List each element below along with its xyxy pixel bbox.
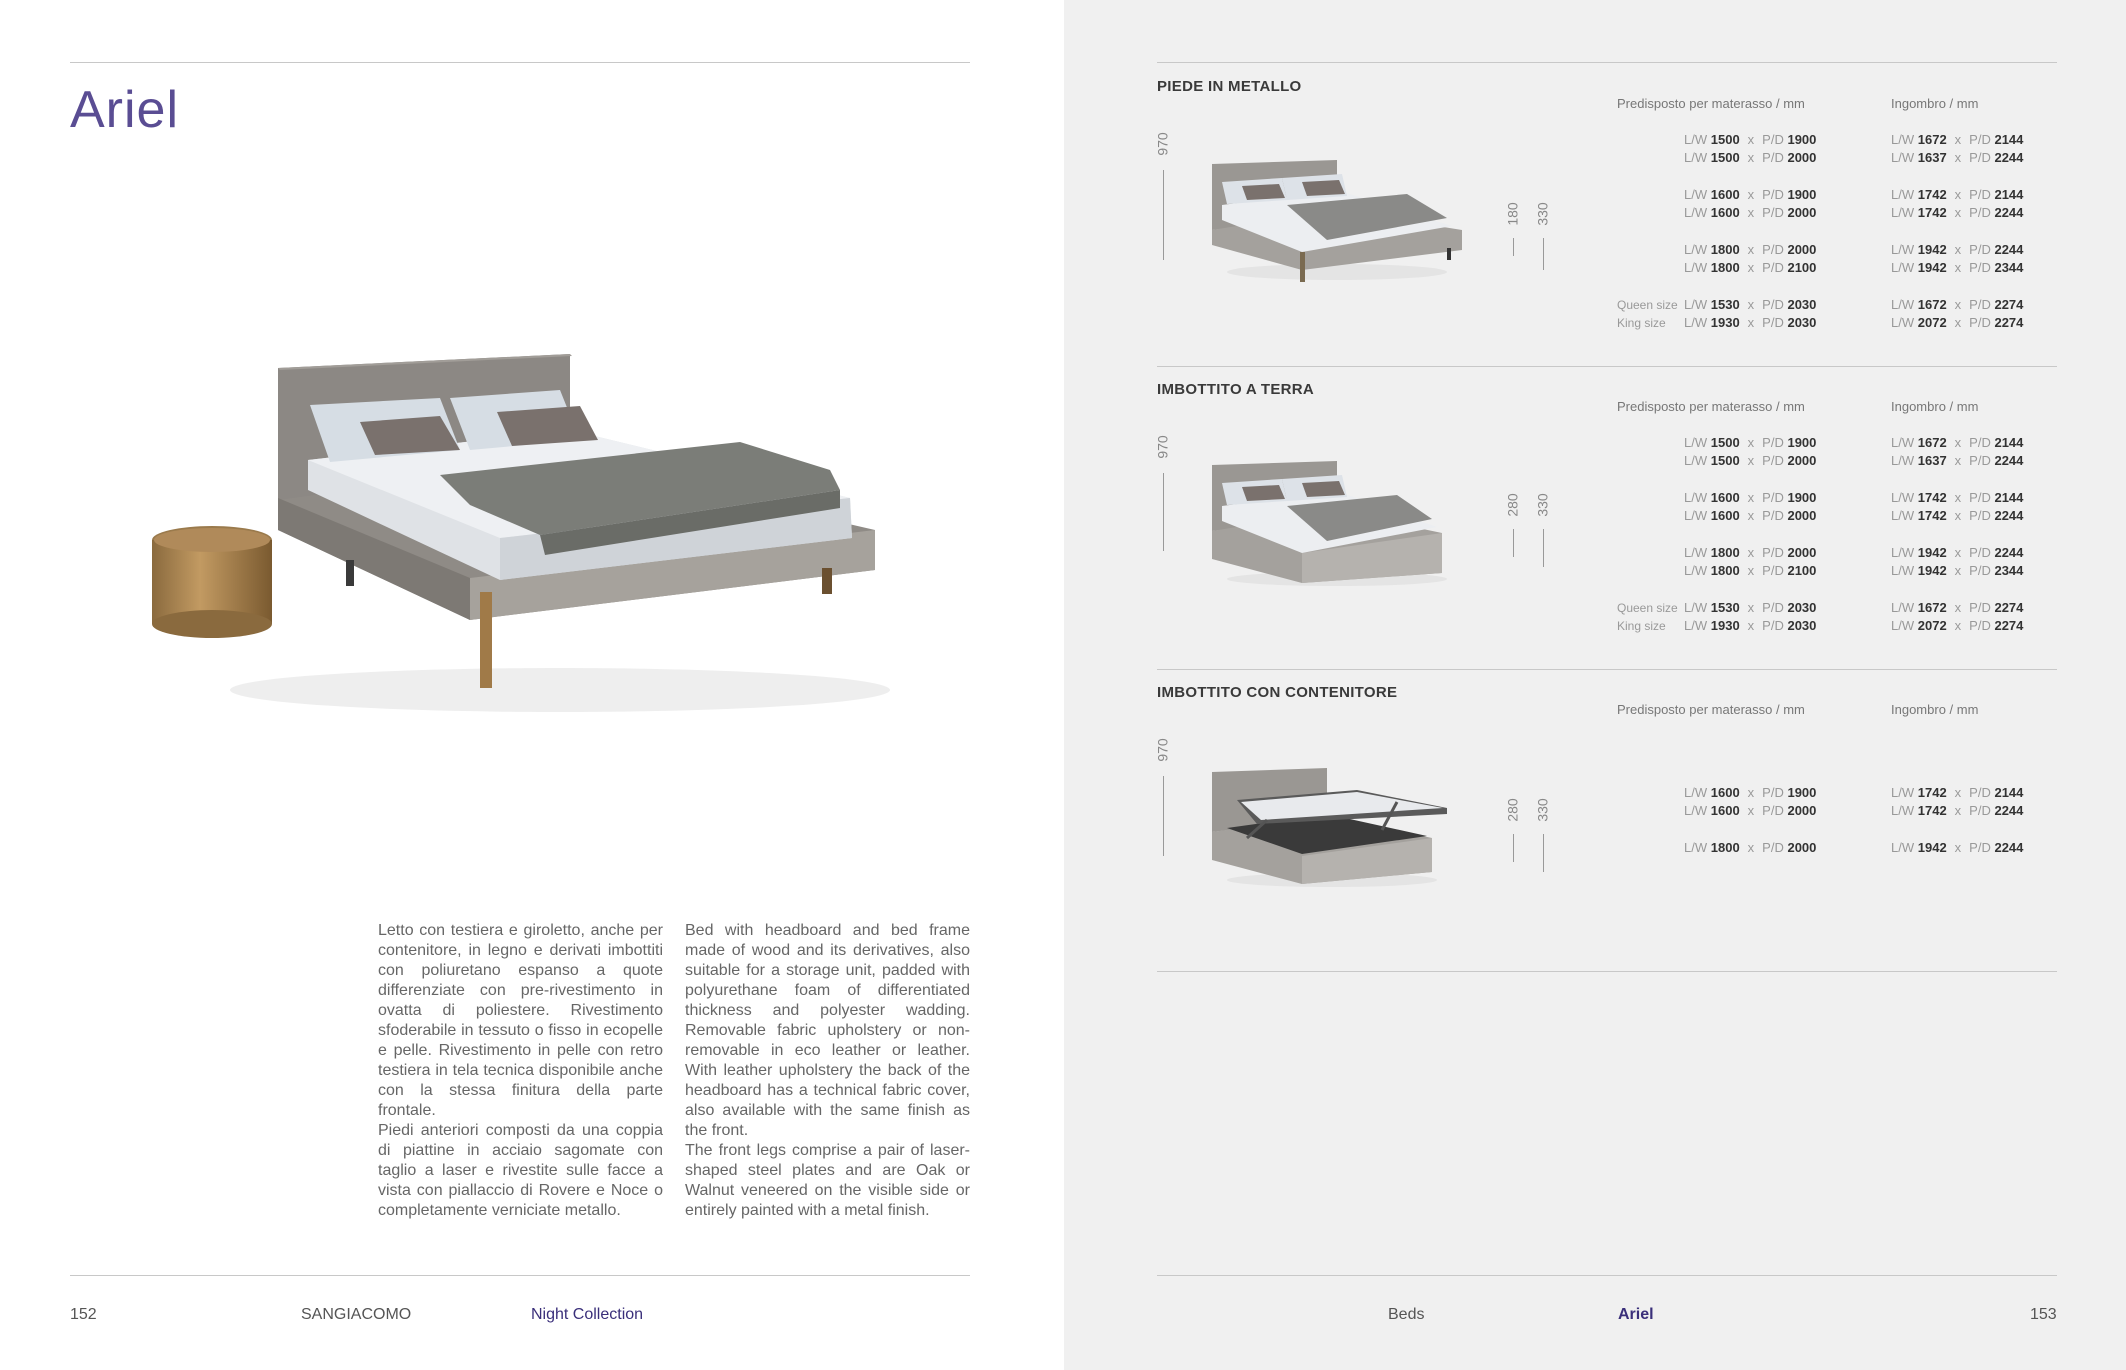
times-sign: x — [1747, 545, 1755, 560]
section-divider — [1157, 669, 2057, 670]
overall-dimensions — [1891, 242, 2023, 257]
times-sign: x — [1954, 600, 1962, 615]
width-label: L/W — [1891, 545, 1915, 560]
depth-label: P/D — [1762, 453, 1784, 468]
width-label: L/W — [1891, 187, 1915, 202]
times-sign: x — [1747, 840, 1755, 855]
bed-hero-image — [140, 330, 900, 730]
width-label: L/W — [1891, 242, 1915, 257]
height-label: 330 — [1534, 493, 1551, 517]
times-sign: x — [1954, 785, 1962, 800]
width-label: L/W — [1891, 132, 1915, 147]
depth-value: 2100 — [1787, 563, 1817, 578]
width-label: L/W — [1891, 508, 1915, 523]
column-header-size: Ingombro / mm — [1891, 96, 1979, 111]
width-label: L/W — [1891, 435, 1915, 450]
mattress-dimensions — [1684, 600, 1816, 615]
width-value: 1500 — [1710, 453, 1740, 468]
width-label: L/W — [1891, 150, 1915, 165]
width-value: 1672 — [1917, 600, 1947, 615]
depth-label: P/D — [1969, 600, 1991, 615]
width-value: 1672 — [1917, 132, 1947, 147]
times-sign: x — [1954, 187, 1962, 202]
depth-label: P/D — [1762, 132, 1784, 147]
depth-label: P/D — [1762, 785, 1784, 800]
width-value: 1942 — [1917, 545, 1947, 560]
width-value: 2072 — [1917, 315, 1947, 330]
times-sign: x — [1747, 785, 1755, 800]
width-value: 1800 — [1710, 563, 1740, 578]
bed-thumbnail-metal-legs — [1207, 160, 1467, 290]
mattress-dimensions — [1684, 297, 1816, 312]
page-number: 153 — [2030, 1306, 2057, 1323]
width-value: 1742 — [1917, 785, 1947, 800]
times-sign: x — [1747, 453, 1755, 468]
column-header-size: Ingombro / mm — [1891, 702, 1979, 717]
width-value: 1930 — [1710, 315, 1740, 330]
times-sign: x — [1747, 132, 1755, 147]
depth-label: P/D — [1969, 150, 1991, 165]
width-label: L/W — [1684, 260, 1708, 275]
overall-dimensions — [1891, 490, 2023, 505]
times-sign: x — [1954, 508, 1962, 523]
width-value: 1500 — [1710, 132, 1740, 147]
width-value: 1742 — [1917, 205, 1947, 220]
overall-dimensions — [1891, 260, 2023, 275]
width-label: L/W — [1684, 315, 1708, 330]
times-sign: x — [1747, 242, 1755, 257]
height-line — [1163, 170, 1164, 260]
description-english — [685, 921, 970, 1221]
width-value: 1672 — [1917, 297, 1947, 312]
depth-label: P/D — [1762, 150, 1784, 165]
times-sign: x — [1954, 297, 1962, 312]
brand-name: SANGIACOMO — [301, 1306, 412, 1323]
times-sign: x — [1747, 150, 1755, 165]
depth-value: 2000 — [1787, 205, 1817, 220]
height-label: 970 — [1154, 132, 1171, 156]
section-title: PIEDE IN METALLO — [1157, 78, 1302, 95]
depth-label: P/D — [1969, 260, 1991, 275]
depth-value: 2244 — [1994, 453, 2024, 468]
height-line — [1513, 529, 1514, 557]
description-paragraph: Piedi anteriori composti da una coppia di piattine in acciaio sagomate con taglio a laser e rivestite sulle facce a vista con piallaccio di Rovere e Noce o completamente verniciate metallo. — [378, 1122, 663, 1219]
height-line — [1543, 529, 1544, 567]
depth-label: P/D — [1762, 545, 1784, 560]
depth-label: P/D — [1969, 132, 1991, 147]
overall-dimensions — [1891, 205, 2023, 220]
mattress-dimensions — [1684, 150, 1816, 165]
times-sign: x — [1954, 150, 1962, 165]
height-label: 280 — [1504, 798, 1521, 822]
depth-value: 2144 — [1994, 490, 2024, 505]
depth-label: P/D — [1969, 563, 1991, 578]
width-value: 2072 — [1917, 618, 1947, 633]
description-paragraph: Letto con testiera e giroletto, anche per contenitore, in legno e derivati imbottiti con poliuretano espanso a quote differenziate con pre-rivestimento in ovatta di poliestere. Rivestimento sfoderabile in tessuto o fisso in ecopelle e pelle. Rivestimento in pelle con retro testiera in tela tecnica disponibile anche con la stessa finitura della parte frontale. — [378, 922, 663, 1119]
times-sign: x — [1747, 187, 1755, 202]
times-sign: x — [1954, 490, 1962, 505]
depth-value: 2244 — [1994, 840, 2024, 855]
overall-dimensions — [1891, 315, 2023, 330]
depth-value: 2030 — [1787, 297, 1817, 312]
overall-dimensions — [1891, 297, 2023, 312]
depth-label: P/D — [1969, 205, 1991, 220]
width-label: L/W — [1891, 840, 1915, 855]
times-sign: x — [1747, 600, 1755, 615]
top-rule — [70, 62, 970, 63]
height-line — [1163, 776, 1164, 856]
width-value: 1600 — [1710, 205, 1740, 220]
times-sign: x — [1954, 205, 1962, 220]
depth-value: 2144 — [1994, 187, 2024, 202]
section-divider — [1157, 971, 2057, 972]
width-label: L/W — [1684, 150, 1708, 165]
mattress-dimensions — [1684, 785, 1816, 800]
times-sign: x — [1747, 563, 1755, 578]
width-label: L/W — [1684, 187, 1708, 202]
width-label: L/W — [1891, 563, 1915, 578]
width-value: 1942 — [1917, 563, 1947, 578]
width-value: 1742 — [1917, 803, 1947, 818]
width-label: L/W — [1891, 785, 1915, 800]
times-sign: x — [1747, 490, 1755, 505]
width-value: 1500 — [1710, 150, 1740, 165]
width-value: 1742 — [1917, 187, 1947, 202]
depth-label: P/D — [1762, 508, 1784, 523]
width-value: 1637 — [1917, 150, 1947, 165]
times-sign: x — [1954, 242, 1962, 257]
width-label: L/W — [1684, 563, 1708, 578]
width-label: L/W — [1684, 803, 1708, 818]
width-value: 1942 — [1917, 840, 1947, 855]
width-label: L/W — [1891, 600, 1915, 615]
width-label: L/W — [1891, 453, 1915, 468]
size-label: King size — [1617, 316, 1666, 330]
size-label: Queen size — [1617, 601, 1678, 615]
depth-label: P/D — [1969, 508, 1991, 523]
depth-value: 2274 — [1994, 600, 2024, 615]
top-rule — [1157, 62, 2057, 63]
depth-label: P/D — [1762, 187, 1784, 202]
overall-dimensions — [1891, 785, 2023, 800]
depth-label: P/D — [1969, 187, 1991, 202]
depth-label: P/D — [1762, 490, 1784, 505]
description-italian — [378, 921, 663, 1221]
product-name: Ariel — [1618, 1306, 1654, 1323]
width-value: 1600 — [1710, 187, 1740, 202]
width-label: L/W — [1684, 435, 1708, 450]
times-sign: x — [1954, 435, 1962, 450]
depth-value: 2030 — [1787, 618, 1817, 633]
section-divider — [1157, 366, 2057, 367]
times-sign: x — [1747, 297, 1755, 312]
width-value: 1800 — [1710, 840, 1740, 855]
depth-label: P/D — [1762, 435, 1784, 450]
depth-value: 2144 — [1994, 785, 2024, 800]
height-line — [1163, 473, 1164, 551]
times-sign: x — [1954, 563, 1962, 578]
height-label: 280 — [1504, 493, 1521, 517]
width-value: 1942 — [1917, 260, 1947, 275]
times-sign: x — [1954, 803, 1962, 818]
width-label: L/W — [1684, 453, 1708, 468]
width-label: L/W — [1684, 545, 1708, 560]
times-sign: x — [1747, 205, 1755, 220]
depth-value: 1900 — [1787, 785, 1817, 800]
width-value: 1530 — [1710, 297, 1740, 312]
depth-value: 2144 — [1994, 435, 2024, 450]
times-sign: x — [1747, 315, 1755, 330]
overall-dimensions — [1891, 187, 2023, 202]
depth-label: P/D — [1969, 785, 1991, 800]
depth-value: 2344 — [1994, 563, 2024, 578]
overall-dimensions — [1891, 435, 2023, 450]
times-sign: x — [1954, 618, 1962, 633]
mattress-dimensions — [1684, 490, 1816, 505]
width-value: 1942 — [1917, 242, 1947, 257]
depth-value: 2274 — [1994, 618, 2024, 633]
depth-label: P/D — [1762, 563, 1784, 578]
depth-label: P/D — [1969, 453, 1991, 468]
width-label: L/W — [1891, 260, 1915, 275]
depth-value: 1900 — [1787, 490, 1817, 505]
depth-label: P/D — [1762, 242, 1784, 257]
depth-value: 2100 — [1787, 260, 1817, 275]
width-value: 1742 — [1917, 490, 1947, 505]
depth-value: 2274 — [1994, 297, 2024, 312]
description-paragraph: The front legs comprise a pair of laser-shaped steel plates and are Oak or Walnut veneered on the visible side or entirely painted with a metal finish. — [685, 1142, 970, 1219]
times-sign: x — [1954, 260, 1962, 275]
depth-value: 2244 — [1994, 150, 2024, 165]
width-value: 1530 — [1710, 600, 1740, 615]
width-value: 1800 — [1710, 545, 1740, 560]
collection-name: Night Collection — [531, 1306, 644, 1323]
height-label: 970 — [1154, 435, 1171, 459]
category-name: Beds — [1388, 1306, 1425, 1323]
width-label: L/W — [1684, 600, 1708, 615]
width-value: 1637 — [1917, 453, 1947, 468]
depth-value: 2244 — [1994, 242, 2024, 257]
mattress-dimensions — [1684, 453, 1816, 468]
depth-value: 2244 — [1994, 205, 2024, 220]
overall-dimensions — [1891, 563, 2023, 578]
depth-label: P/D — [1969, 840, 1991, 855]
times-sign: x — [1954, 545, 1962, 560]
width-value: 1800 — [1710, 242, 1740, 257]
section-upholstered-storage — [1154, 676, 2057, 976]
depth-label: P/D — [1969, 545, 1991, 560]
depth-label: P/D — [1969, 803, 1991, 818]
height-line — [1543, 834, 1544, 872]
footer-rule — [70, 1275, 970, 1276]
depth-label: P/D — [1762, 600, 1784, 615]
times-sign: x — [1747, 803, 1755, 818]
column-header-mattress: Predisposto per materasso / mm — [1617, 702, 1805, 717]
times-sign: x — [1954, 132, 1962, 147]
mattress-dimensions — [1684, 205, 1816, 220]
size-label: Queen size — [1617, 298, 1678, 312]
depth-value: 2030 — [1787, 315, 1817, 330]
depth-value: 2144 — [1994, 132, 2024, 147]
description-paragraph: Bed with headboard and bed frame made of wood and its derivatives, also suitable for a storage unit, padded with polyurethane foam of differentiated thickness and polyester wadding. Removable fabric upholstery or non-removable in eco leather or leather. With leather upholstery the back of the headboard has a technical fabric cover, also available with the same finish as the front. — [685, 922, 970, 1139]
mattress-dimensions — [1684, 618, 1816, 633]
height-line — [1513, 834, 1514, 862]
width-value: 1500 — [1710, 435, 1740, 450]
width-value: 1600 — [1710, 785, 1740, 800]
width-label: L/W — [1684, 297, 1708, 312]
depth-label: P/D — [1762, 618, 1784, 633]
mattress-dimensions — [1684, 840, 1816, 855]
width-label: L/W — [1891, 205, 1915, 220]
times-sign: x — [1954, 840, 1962, 855]
width-label: L/W — [1684, 785, 1708, 800]
overall-dimensions — [1891, 508, 2023, 523]
footer-rule — [1157, 1275, 2057, 1276]
height-line — [1543, 238, 1544, 270]
width-label: L/W — [1684, 618, 1708, 633]
width-value: 1600 — [1710, 508, 1740, 523]
section-upholstered-floor — [1154, 373, 2057, 673]
depth-value: 1900 — [1787, 132, 1817, 147]
page-number: 152 — [70, 1306, 97, 1323]
depth-label: P/D — [1762, 260, 1784, 275]
mattress-dimensions — [1684, 435, 1816, 450]
width-label: L/W — [1891, 803, 1915, 818]
depth-label: P/D — [1969, 435, 1991, 450]
depth-value: 2030 — [1787, 600, 1817, 615]
depth-label: P/D — [1762, 315, 1784, 330]
times-sign: x — [1954, 453, 1962, 468]
mattress-dimensions — [1684, 803, 1816, 818]
section-metal-legs — [1154, 70, 2057, 370]
depth-value: 2244 — [1994, 545, 2024, 560]
depth-value: 2244 — [1994, 803, 2024, 818]
overall-dimensions — [1891, 803, 2023, 818]
mattress-dimensions — [1684, 187, 1816, 202]
mattress-dimensions — [1684, 563, 1816, 578]
height-line — [1513, 238, 1514, 256]
depth-label: P/D — [1969, 242, 1991, 257]
mattress-dimensions — [1684, 242, 1816, 257]
mattress-dimensions — [1684, 132, 1816, 147]
page-title: Ariel — [70, 81, 180, 139]
height-label: 330 — [1534, 798, 1551, 822]
height-label: 330 — [1534, 202, 1551, 226]
column-header-mattress: Predisposto per materasso / mm — [1617, 96, 1805, 111]
depth-value: 2000 — [1787, 453, 1817, 468]
overall-dimensions — [1891, 600, 2023, 615]
section-title: IMBOTTITO CON CONTENITORE — [1157, 684, 1398, 701]
depth-label: P/D — [1969, 297, 1991, 312]
size-label: King size — [1617, 619, 1666, 633]
times-sign: x — [1954, 315, 1962, 330]
width-label: L/W — [1891, 618, 1915, 633]
width-label: L/W — [1684, 490, 1708, 505]
times-sign: x — [1747, 618, 1755, 633]
depth-value: 2000 — [1787, 840, 1817, 855]
mattress-dimensions — [1684, 508, 1816, 523]
mattress-dimensions — [1684, 545, 1816, 560]
height-label: 970 — [1154, 738, 1171, 762]
width-label: L/W — [1891, 315, 1915, 330]
mattress-dimensions — [1684, 315, 1816, 330]
depth-value: 2000 — [1787, 803, 1817, 818]
depth-value: 2344 — [1994, 260, 2024, 275]
bed-thumbnail-storage — [1207, 768, 1467, 898]
times-sign: x — [1747, 435, 1755, 450]
width-label: L/W — [1684, 205, 1708, 220]
section-title: IMBOTTITO A TERRA — [1157, 381, 1315, 398]
depth-value: 2244 — [1994, 508, 2024, 523]
width-value: 1742 — [1917, 508, 1947, 523]
column-header-mattress: Predisposto per materasso / mm — [1617, 399, 1805, 414]
depth-label: P/D — [1969, 490, 1991, 505]
depth-value: 2000 — [1787, 545, 1817, 560]
width-value: 1600 — [1710, 803, 1740, 818]
depth-value: 1900 — [1787, 187, 1817, 202]
width-label: L/W — [1891, 490, 1915, 505]
width-value: 1600 — [1710, 490, 1740, 505]
overall-dimensions — [1891, 453, 2023, 468]
overall-dimensions — [1891, 618, 2023, 633]
width-value: 1800 — [1710, 260, 1740, 275]
depth-label: P/D — [1969, 315, 1991, 330]
depth-label: P/D — [1762, 840, 1784, 855]
overall-dimensions — [1891, 545, 2023, 560]
times-sign: x — [1747, 260, 1755, 275]
depth-label: P/D — [1762, 205, 1784, 220]
overall-dimensions — [1891, 840, 2023, 855]
depth-value: 2000 — [1787, 242, 1817, 257]
width-label: L/W — [1684, 242, 1708, 257]
width-value: 1672 — [1917, 435, 1947, 450]
depth-label: P/D — [1969, 618, 1991, 633]
width-value: 1930 — [1710, 618, 1740, 633]
depth-value: 2000 — [1787, 150, 1817, 165]
depth-value: 2274 — [1994, 315, 2024, 330]
mattress-dimensions — [1684, 260, 1816, 275]
width-label: L/W — [1891, 297, 1915, 312]
depth-label: P/D — [1762, 297, 1784, 312]
width-label: L/W — [1684, 508, 1708, 523]
width-label: L/W — [1684, 840, 1708, 855]
overall-dimensions — [1891, 132, 2023, 147]
depth-value: 1900 — [1787, 435, 1817, 450]
overall-dimensions — [1891, 150, 2023, 165]
height-label: 180 — [1504, 202, 1521, 226]
bed-thumbnail-floor — [1207, 461, 1467, 591]
width-label: L/W — [1684, 132, 1708, 147]
depth-label: P/D — [1762, 803, 1784, 818]
times-sign: x — [1747, 508, 1755, 523]
column-header-size: Ingombro / mm — [1891, 399, 1979, 414]
depth-value: 2000 — [1787, 508, 1817, 523]
